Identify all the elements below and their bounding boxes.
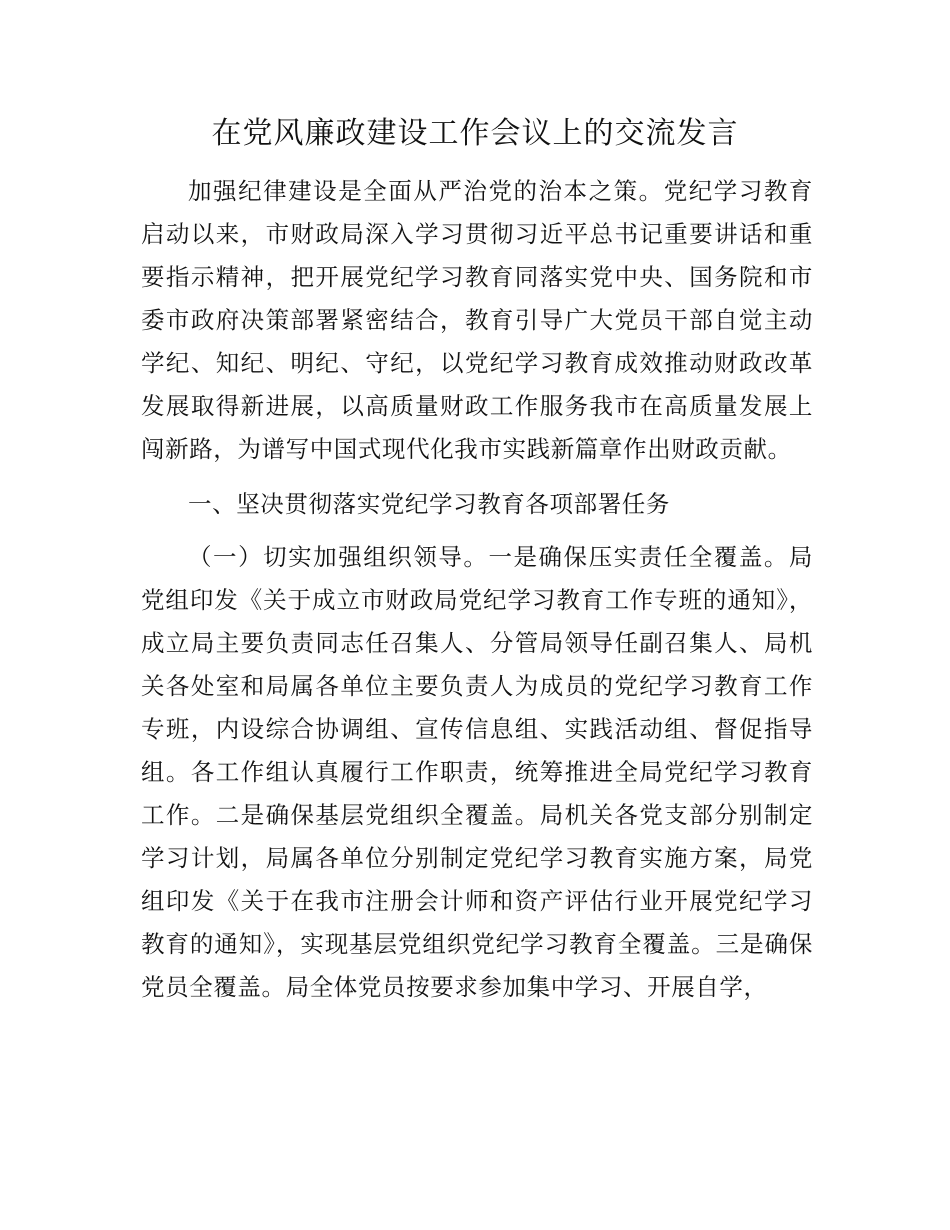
document-title: 在党风廉政建设工作会议上的交流发言 — [211, 116, 739, 151]
document-body — [141, 170, 813, 1009]
section-paragraph: （一）切实加强组织领导。一是确保压实责任全覆盖。局党组印发《关于成立市财政局党纪学习教育工作专班的通知》，成立局主要负责同志任召集人、分管局领导任副召集人、局机关各处室和局属各单位主要负责人为成员的党纪学习教育工作专班，内设综合协调组、宣传信息组、实践活动组、督促指导组。各工作组认真履行工作职责，统筹推进全局党纪学习教育工作。二是确保基层党组织全覆盖。局机关各党支部分别制定学习计划，局属各单位分别制定党纪学习教育实施方案，局党组印发《关于在我市注册会计师和资产评估行业开展党纪学习教育的通知》，实现基层党组织党纪学习教育全覆盖。三是确保党员全覆盖。局全体党员按要求参加集中学习、开展自学， — [141, 543, 813, 1001]
section-heading: 一、坚决贯彻落实党纪学习教育各项部署任务 — [188, 490, 670, 518]
intro-paragraph: 加强纪律建设是全面从严治党的治本之策。党纪学习教育启动以来，市财政局深入学习贯彻习近平总书记重要讲话和重要指示精神，把开展党纪学习教育同落实党中央、国务院和市委市政府决策部署紧密结合，教育引导广大党员干部自觉主动学纪、知纪、明纪、守纪，以党纪学习教育成效推动财政改革发展取得新进展，以高质量财政工作服务我市在高质量发展上闯新路，为谱写中国式现代化我市实践新篇章作出财政贡献。 — [141, 177, 813, 463]
